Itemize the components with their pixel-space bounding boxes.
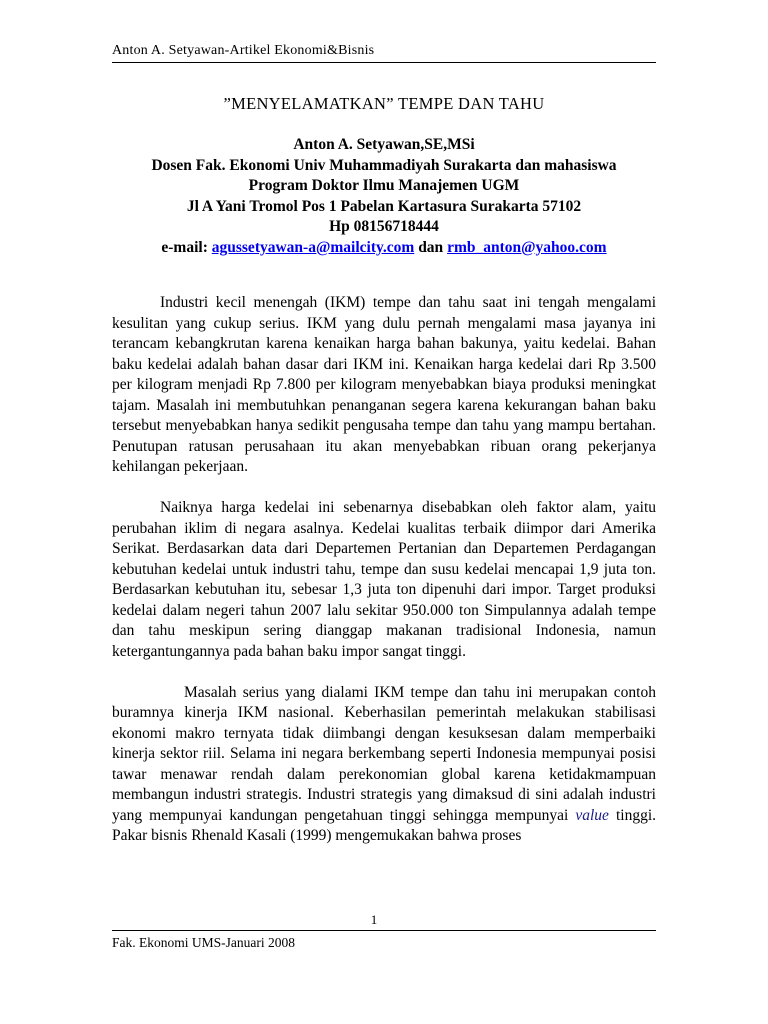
paragraph-3-text-a: Masalah serius yang dialami IKM tempe dan tahu ini merupakan contoh buramnya kinerja IKM nasional. Keberhasilan pemerintah melakukan stabilisasi ekonomi makro ternyata tidak diimbangi dengan kesuksesan dalam memperbaiki kinerja sektor riil. Selama ini negara berkembang seperti Indonesia mempunyai posisi tawar menawar rendah dalam perekonomian global karena ketidakmampuan membangun industri strategis. Industri strategis yang dimaksud di sini adalah industri yang mempunyai kandungan pengetahuan tinggi sehingga mempunyai	[112, 683, 656, 824]
paragraph-3-text-b: tinggi. Pakar bisnis Rhenald Kasali (1999) mengemukakan bahwa proses	[112, 806, 657, 844]
running-header: Anton A. Setyawan-Artikel Ekonomi&Bisnis	[112, 42, 656, 63]
paragraph-1: Industri kecil menengah (IKM) tempe dan tahu saat ini tengah mengalami kesulitan yang cukup serius. IKM yang dulu pernah mengalami masa jayanya ini terancam kebangkrutan karena kenaikan harga bahan bakunya, yaitu kedelai. Bahan baku kedelai adalah bahan dasar dari IKM ini. Kenaikan harga kedelai dari Rp 3.500 per kilogram menjadi Rp 7.800 per kilogram menyebabkan biaya produksi meningkat tajam. Masalah ini membutuhkan penanganan segera karena kekurangan bahan baku tersebut menyebabkan hanya sedikit pengusaha tempe dan tahu yang mampu bertahan. Penutupan ratusan perusahaan itu akan menyebabkan ribuan orang pekerjanya kehilangan pekerjaan.	[112, 294, 656, 475]
paragraph-3	[112, 683, 656, 847]
article-body	[112, 293, 656, 867]
author-name: Anton A. Setyawan,SE,MSi	[293, 136, 475, 153]
address-line: Jl A Yani Tromol Pos 1 Pabelan Kartasura Surakarta 57102	[186, 197, 582, 215]
page-number: 1	[370, 912, 378, 927]
email-label: e-mail:	[161, 238, 208, 256]
email-line	[112, 238, 656, 259]
affiliation-line-1: Dosen Fak. Ekonomi Univ Muhammadiyah Surakarta dan mahasiswa	[151, 156, 617, 174]
paragraph-3-italic-word: value	[575, 806, 609, 824]
affiliation-line-2: Program Doktor Ilmu Manajemen UGM	[248, 177, 520, 194]
email-link-2[interactable]: rmb_anton@yahoo.com	[447, 238, 607, 256]
phone-line: Hp 08156718444	[329, 218, 439, 235]
paragraph-2: Naiknya harga kedelai ini sebenarnya disebabkan oleh faktor alam, yaitu perubahan iklim di negara asalnya. Kedelai kualitas terbaik diimpor dari Amerika Serikat. Berdasarkan data dari Departemen Pertanian dan Departemen Perdagangan kebutuhan kedelai untuk industri tahu, tempe dan susu kedelai mencapai 1,9 juta ton. Berdasarkan kebutuhan itu, sebesar 1,3 juta ton dipenuhi dari impor. Target produksi kedelai dalam negeri tahun 2007 lalu sekitar 950.000 ton Simpulannya adalah tempe dan tahu meskipun sering dianggap makanan tradisional Indonesia, namun ketergantungannya pada bahan baku impor sangat tinggi.	[112, 499, 656, 660]
author-block	[112, 135, 656, 258]
email-connector: dan	[418, 238, 444, 256]
article-title: ”MENYELAMATKAN” TEMPE DAN TAHU	[223, 94, 545, 113]
running-footer: Fak. Ekonomi UMS-Januari 2008	[112, 930, 656, 952]
email-link-1[interactable]: agussetyawan-a@mailcity.com	[211, 238, 415, 256]
